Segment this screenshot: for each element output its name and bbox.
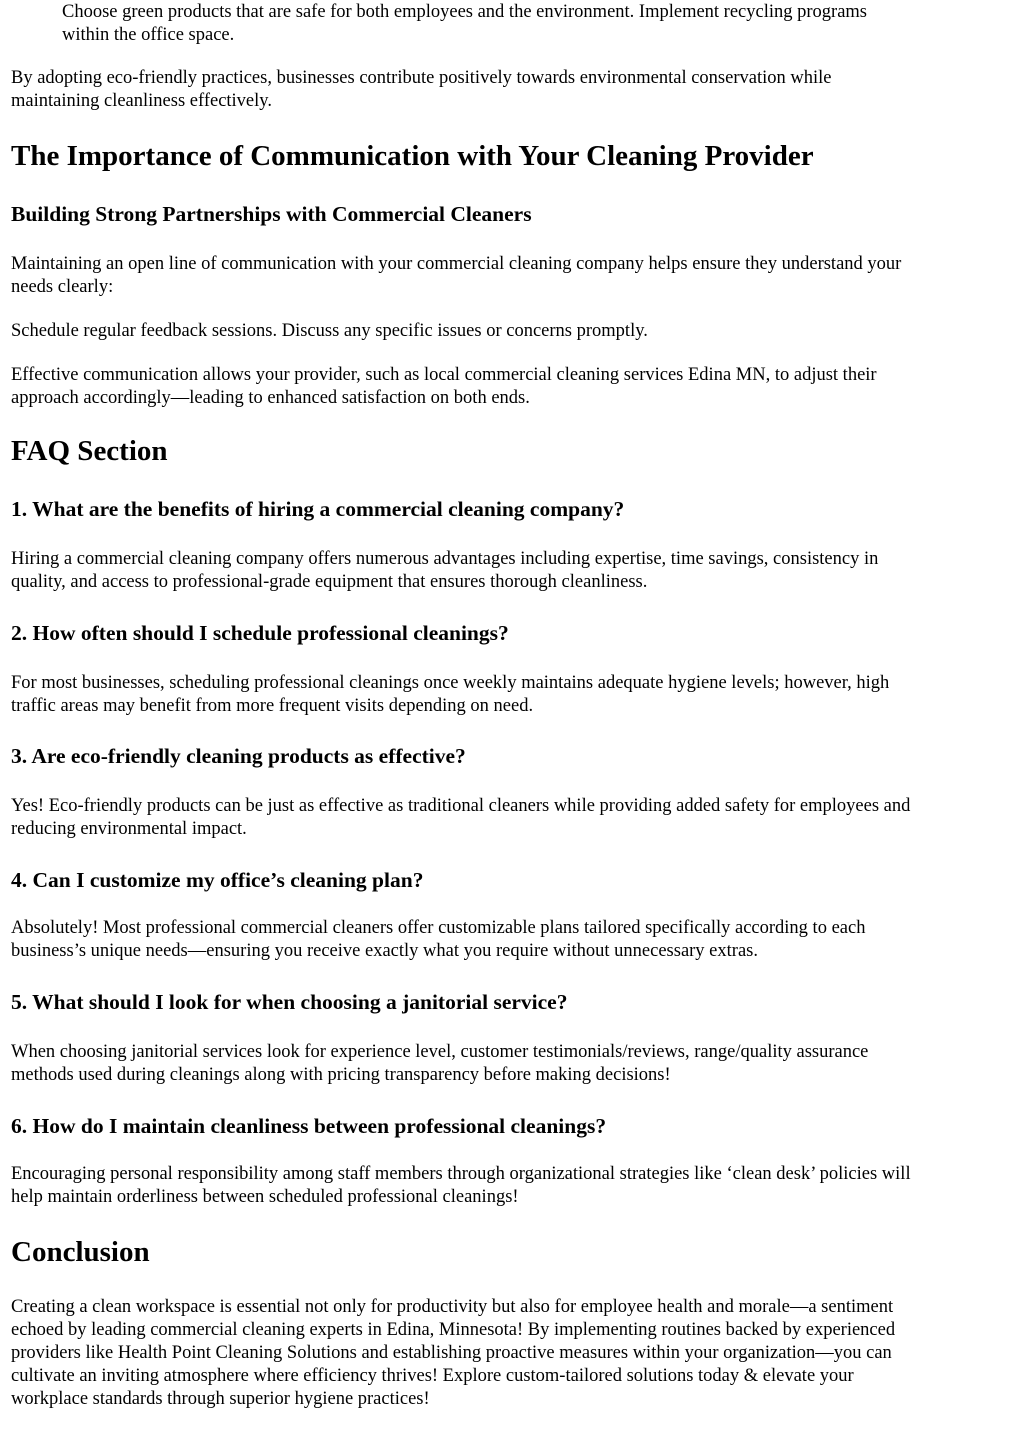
faq-answer-1: Hiring a commercial cleaning company offers numerous advantages including expertise, time savings, consistency in quality, and access to professional-grade equipment that ensures thorough cleanliness.: [11, 549, 879, 592]
faq-question-4: 4. Can I customize my office’s cleaning plan?: [11, 868, 424, 892]
faq-question-5: 5. What should I look for when choosing a janitorial service?: [11, 990, 568, 1014]
communication-paragraph-1: Maintaining an open line of communication with your commercial cleaning company helps ensure they understand your needs clearly:: [11, 254, 902, 297]
faq-heading: FAQ Section: [11, 435, 168, 467]
faq-answer-4: Absolutely! Most professional commercial cleaners offer customizable plans tailored specifically according to each business’s unique needs—ensuring you receive exactly what you require without unnecessary extras.: [11, 918, 866, 961]
faq-question-6: 6. How do I maintain cleanliness between professional cleanings?: [11, 1114, 607, 1138]
faq-answer-3: Yes! Eco-friendly products can be just as effective as traditional cleaners while providing added safety for employees and reducing environmental impact.: [11, 796, 911, 839]
faq-question-2: 2. How often should I schedule professional cleanings?: [11, 621, 509, 645]
communication-paragraph-2: Schedule regular feedback sessions. Discuss any specific issues or concerns promptly.: [11, 321, 648, 341]
communication-heading: The Importance of Communication with Your Cleaning Provider: [11, 140, 814, 172]
conclusion-paragraph: Creating a clean workspace is essential not only for productivity but also for employee health and morale—a sentiment echoed by leading commercial cleaning experts in Edina, Minnesota! By implementing routines backed by experienced providers like Health Point Cleaning Solutions and establishing proactive measures within your organization—you can cultivate an inviting atmosphere where efficiency thrives! Explore custom-tailored solutions today & elevate your workplace standards through superior hygiene practices!: [11, 1297, 896, 1409]
faq-answer-5: When choosing janitorial services look for experience level, customer testimonials/reviews, range/quality assurance methods used during cleanings along with pricing transparency before making decisions!: [11, 1042, 869, 1085]
faq-question-1: 1. What are the benefits of hiring a commercial cleaning company?: [11, 497, 625, 521]
faq-answer-2: For most businesses, scheduling professional cleanings once weekly maintains adequate hygiene levels; however, high traffic areas may benefit from more frequent visits depending on need.: [11, 673, 890, 716]
eco-summary-paragraph: By adopting eco-friendly practices, businesses contribute positively towards environmental conservation while maintaining cleanliness effectively.: [11, 68, 832, 111]
intro-bullet-text: Choose green products that are safe for both employees and the environment. Implement recycling programs within the office space.: [62, 2, 868, 45]
faq-answer-6: Encouraging personal responsibility among staff members through organizational strategies like ‘clean desk’ policies will help maintain orderliness between scheduled professional cleanings!: [11, 1164, 911, 1207]
faq-question-3: 3. Are eco-friendly cleaning products as effective?: [11, 744, 466, 768]
conclusion-heading: Conclusion: [11, 1236, 150, 1268]
partnerships-subheading: Building Strong Partnerships with Commercial Cleaners: [11, 202, 532, 226]
communication-paragraph-3: Effective communication allows your provider, such as local commercial cleaning services Edina MN, to adjust their approach accordingly—leading to enhanced satisfaction on both ends.: [11, 365, 877, 408]
